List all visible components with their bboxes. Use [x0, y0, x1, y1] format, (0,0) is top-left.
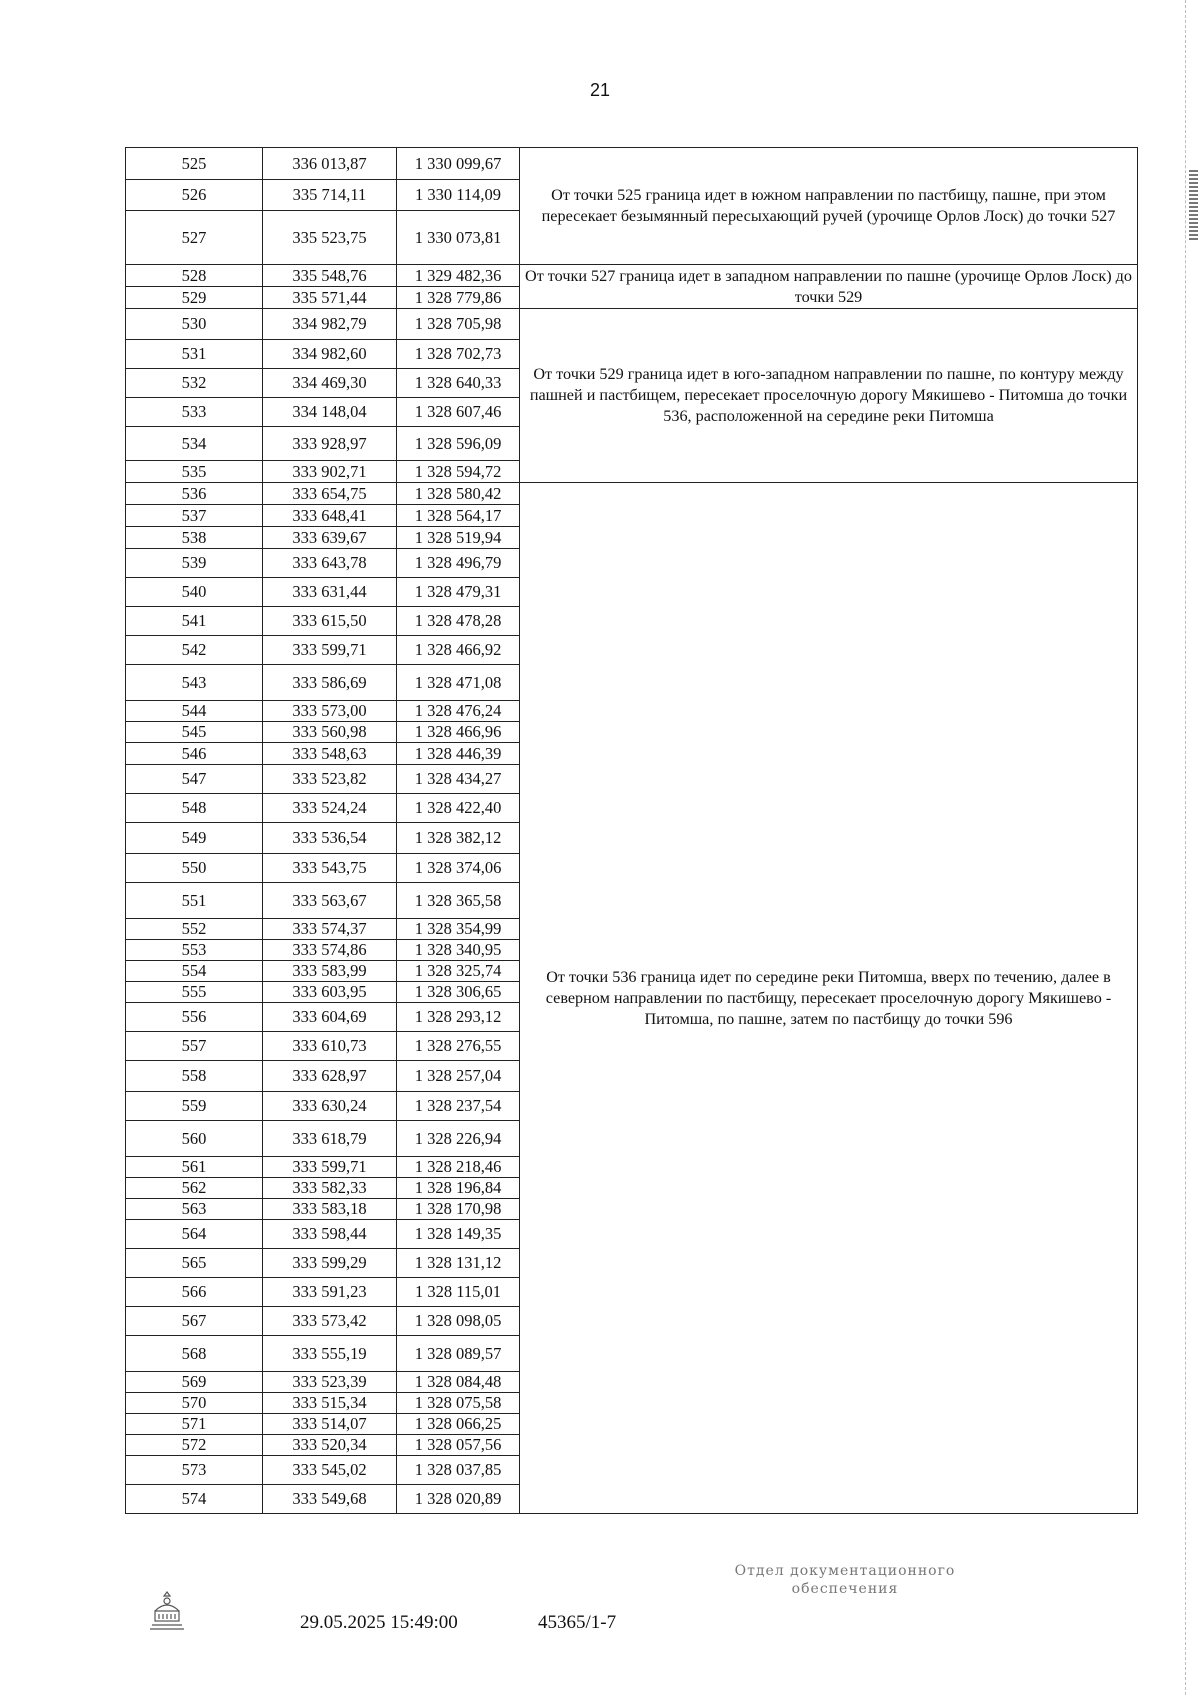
x-coordinate-cell: 334 469,30	[263, 369, 397, 398]
x-coordinate-cell: 333 514,07	[263, 1414, 397, 1435]
table-row	[126, 483, 1138, 505]
y-coordinate-cell: 1 328 478,28	[397, 607, 520, 636]
table-row	[126, 265, 1138, 287]
x-coordinate-cell: 333 599,29	[263, 1249, 397, 1278]
x-coordinate-cell: 333 515,34	[263, 1393, 397, 1414]
y-coordinate-cell: 1 328 496,79	[397, 549, 520, 578]
x-coordinate-cell: 333 654,75	[263, 483, 397, 505]
point-number-cell: 559	[126, 1092, 263, 1121]
point-number-cell: 532	[126, 369, 263, 398]
y-coordinate-cell: 1 328 037,85	[397, 1456, 520, 1485]
y-coordinate-cell: 1 328 257,04	[397, 1061, 520, 1092]
x-coordinate-cell: 333 615,50	[263, 607, 397, 636]
x-coordinate-cell: 333 639,67	[263, 527, 397, 549]
x-coordinate-cell: 333 618,79	[263, 1121, 397, 1157]
y-coordinate-cell: 1 328 705,98	[397, 309, 520, 340]
x-coordinate-cell: 333 603,95	[263, 982, 397, 1003]
point-number-cell: 563	[126, 1199, 263, 1220]
x-coordinate-cell: 333 583,99	[263, 961, 397, 982]
point-number-cell: 558	[126, 1061, 263, 1092]
point-number-cell: 545	[126, 722, 263, 743]
x-coordinate-cell: 333 599,71	[263, 1157, 397, 1178]
y-coordinate-cell: 1 328 237,54	[397, 1092, 520, 1121]
y-coordinate-cell: 1 328 066,25	[397, 1414, 520, 1435]
x-coordinate-cell: 333 599,71	[263, 636, 397, 665]
y-coordinate-cell: 1 328 466,92	[397, 636, 520, 665]
point-number-cell: 536	[126, 483, 263, 505]
x-coordinate-cell: 333 591,23	[263, 1278, 397, 1307]
x-coordinate-cell: 333 548,63	[263, 743, 397, 765]
boundary-description-cell: От точки 527 граница идет в западном направлении по пашне (урочище Орлов Лоск) до точки 529	[520, 265, 1138, 309]
point-number-cell: 555	[126, 982, 263, 1003]
point-number-cell: 557	[126, 1032, 263, 1061]
point-number-cell: 533	[126, 398, 263, 427]
y-coordinate-cell: 1 328 354,99	[397, 919, 520, 940]
point-number-cell: 526	[126, 180, 263, 211]
point-number-cell: 566	[126, 1278, 263, 1307]
point-number-cell: 553	[126, 940, 263, 961]
y-coordinate-cell: 1 328 170,98	[397, 1199, 520, 1220]
x-coordinate-cell: 333 543,75	[263, 854, 397, 883]
y-coordinate-cell: 1 328 149,35	[397, 1220, 520, 1249]
x-coordinate-cell: 333 574,86	[263, 940, 397, 961]
x-coordinate-cell: 333 902,71	[263, 461, 397, 483]
y-coordinate-cell: 1 328 218,46	[397, 1157, 520, 1178]
x-coordinate-cell: 333 631,44	[263, 578, 397, 607]
point-number-cell: 546	[126, 743, 263, 765]
y-coordinate-cell: 1 330 099,67	[397, 148, 520, 180]
x-coordinate-cell: 333 610,73	[263, 1032, 397, 1061]
point-number-cell: 572	[126, 1435, 263, 1456]
footer-doc-number: 45365/1-7	[538, 1612, 617, 1633]
point-number-cell: 528	[126, 265, 263, 287]
x-coordinate-cell: 333 573,42	[263, 1307, 397, 1336]
y-coordinate-cell: 1 328 382,12	[397, 823, 520, 854]
y-coordinate-cell: 1 328 594,72	[397, 461, 520, 483]
y-coordinate-cell: 1 328 226,94	[397, 1121, 520, 1157]
y-coordinate-cell: 1 329 482,36	[397, 265, 520, 287]
y-coordinate-cell: 1 330 073,81	[397, 211, 520, 265]
scan-margin-line	[1185, 0, 1200, 1695]
boundary-description-cell: От точки 529 граница идет в юго-западном направлении по пашне, по контуру между пашней и пастбищем, пересекает проселочную дорогу Мякишево - Питомша до точки 536, расположенной на середине реки Питомша	[520, 309, 1138, 483]
x-coordinate-cell: 335 571,44	[263, 287, 397, 309]
point-number-cell: 539	[126, 549, 263, 578]
point-number-cell: 570	[126, 1393, 263, 1414]
point-number-cell: 549	[126, 823, 263, 854]
x-coordinate-cell: 333 555,19	[263, 1336, 397, 1372]
page-number: 21	[589, 80, 611, 100]
x-coordinate-cell: 333 586,69	[263, 665, 397, 701]
x-coordinate-cell: 333 582,33	[263, 1178, 397, 1199]
point-number-cell: 547	[126, 765, 263, 794]
y-coordinate-cell: 1 328 471,08	[397, 665, 520, 701]
y-coordinate-cell: 1 328 374,06	[397, 854, 520, 883]
x-coordinate-cell: 333 560,98	[263, 722, 397, 743]
y-coordinate-cell: 1 328 466,96	[397, 722, 520, 743]
y-coordinate-cell: 1 328 580,42	[397, 483, 520, 505]
point-number-cell: 525	[126, 148, 263, 180]
x-coordinate-cell: 333 643,78	[263, 549, 397, 578]
y-coordinate-cell: 1 328 084,48	[397, 1372, 520, 1393]
y-coordinate-cell: 1 328 564,17	[397, 505, 520, 527]
point-number-cell: 531	[126, 340, 263, 369]
point-number-cell: 567	[126, 1307, 263, 1336]
y-coordinate-cell: 1 328 196,84	[397, 1178, 520, 1199]
point-number-cell: 550	[126, 854, 263, 883]
department-stamp	[690, 1562, 1000, 1598]
point-number-cell: 535	[126, 461, 263, 483]
x-coordinate-cell: 334 982,79	[263, 309, 397, 340]
point-number-cell: 538	[126, 527, 263, 549]
y-coordinate-cell: 1 328 365,58	[397, 883, 520, 919]
point-number-cell: 564	[126, 1220, 263, 1249]
scan-margin-stripe	[1189, 170, 1198, 240]
point-number-cell: 561	[126, 1157, 263, 1178]
x-coordinate-cell: 336 013,87	[263, 148, 397, 180]
x-coordinate-cell: 335 714,11	[263, 180, 397, 211]
y-coordinate-cell: 1 328 476,24	[397, 701, 520, 722]
point-number-cell: 560	[126, 1121, 263, 1157]
table-row	[126, 309, 1138, 340]
y-coordinate-cell: 1 328 479,31	[397, 578, 520, 607]
x-coordinate-cell: 333 563,67	[263, 883, 397, 919]
x-coordinate-cell: 333 524,24	[263, 794, 397, 823]
x-coordinate-cell: 334 982,60	[263, 340, 397, 369]
y-coordinate-cell: 1 328 131,12	[397, 1249, 520, 1278]
y-coordinate-cell: 1 328 446,39	[397, 743, 520, 765]
x-coordinate-cell: 335 523,75	[263, 211, 397, 265]
y-coordinate-cell: 1 328 779,86	[397, 287, 520, 309]
x-coordinate-cell: 333 549,68	[263, 1485, 397, 1514]
x-coordinate-cell: 335 548,76	[263, 265, 397, 287]
coordinates-table	[125, 147, 1138, 1514]
table-row	[126, 148, 1138, 180]
point-number-cell: 541	[126, 607, 263, 636]
y-coordinate-cell: 1 328 434,27	[397, 765, 520, 794]
stamp-line-1: Отдел документационного	[734, 1563, 956, 1579]
y-coordinate-cell: 1 328 519,94	[397, 527, 520, 549]
y-coordinate-cell: 1 328 115,01	[397, 1278, 520, 1307]
y-coordinate-cell: 1 328 306,65	[397, 982, 520, 1003]
x-coordinate-cell: 333 520,34	[263, 1435, 397, 1456]
point-number-cell: 548	[126, 794, 263, 823]
y-coordinate-cell: 1 328 089,57	[397, 1336, 520, 1372]
x-coordinate-cell: 333 583,18	[263, 1199, 397, 1220]
y-coordinate-cell: 1 328 293,12	[397, 1003, 520, 1032]
x-coordinate-cell: 333 630,24	[263, 1092, 397, 1121]
y-coordinate-cell: 1 328 020,89	[397, 1485, 520, 1514]
footer-date: 29.05.2025 15:49:00	[300, 1612, 458, 1633]
y-coordinate-cell: 1 328 702,73	[397, 340, 520, 369]
stamp-line-2: обеспечения	[791, 1581, 899, 1597]
point-number-cell: 568	[126, 1336, 263, 1372]
point-number-cell: 565	[126, 1249, 263, 1278]
point-number-cell: 552	[126, 919, 263, 940]
point-number-cell: 562	[126, 1178, 263, 1199]
point-number-cell: 554	[126, 961, 263, 982]
x-coordinate-cell: 333 573,00	[263, 701, 397, 722]
point-number-cell: 544	[126, 701, 263, 722]
x-coordinate-cell: 334 148,04	[263, 398, 397, 427]
point-number-cell: 540	[126, 578, 263, 607]
emblem-icon	[147, 1589, 187, 1633]
boundary-description-cell: От точки 525 граница идет в южном направлении по пастбищу, пашне, при этом пересекает безымянный пересыхающий ручей (урочище Орлов Лоск) до точки 527	[520, 148, 1138, 265]
y-coordinate-cell: 1 328 640,33	[397, 369, 520, 398]
point-number-cell: 569	[126, 1372, 263, 1393]
point-number-cell: 571	[126, 1414, 263, 1435]
y-coordinate-cell: 1 328 075,58	[397, 1393, 520, 1414]
x-coordinate-cell: 333 628,97	[263, 1061, 397, 1092]
y-coordinate-cell: 1 328 098,05	[397, 1307, 520, 1336]
x-coordinate-cell: 333 648,41	[263, 505, 397, 527]
point-number-cell: 556	[126, 1003, 263, 1032]
y-coordinate-cell: 1 328 422,40	[397, 794, 520, 823]
y-coordinate-cell: 1 328 607,46	[397, 398, 520, 427]
x-coordinate-cell: 333 598,44	[263, 1220, 397, 1249]
x-coordinate-cell: 333 545,02	[263, 1456, 397, 1485]
y-coordinate-cell: 1 328 340,95	[397, 940, 520, 961]
x-coordinate-cell: 333 523,82	[263, 765, 397, 794]
point-number-cell: 542	[126, 636, 263, 665]
x-coordinate-cell: 333 523,39	[263, 1372, 397, 1393]
point-number-cell: 543	[126, 665, 263, 701]
x-coordinate-cell: 333 574,37	[263, 919, 397, 940]
point-number-cell: 573	[126, 1456, 263, 1485]
point-number-cell: 534	[126, 427, 263, 461]
y-coordinate-cell: 1 328 276,55	[397, 1032, 520, 1061]
x-coordinate-cell: 333 604,69	[263, 1003, 397, 1032]
boundary-description-cell: От точки 536 граница идет по середине реки Питомша, вверх по течению, далее в северном направлении по пастбищу, пересекает проселочную дорогу Мякишево - Питомша, по пашне, затем по пастбищу до точки 596	[520, 483, 1138, 1514]
point-number-cell: 529	[126, 287, 263, 309]
y-coordinate-cell: 1 328 596,09	[397, 427, 520, 461]
y-coordinate-cell: 1 328 325,74	[397, 961, 520, 982]
x-coordinate-cell: 333 928,97	[263, 427, 397, 461]
point-number-cell: 527	[126, 211, 263, 265]
y-coordinate-cell: 1 330 114,09	[397, 180, 520, 211]
point-number-cell: 574	[126, 1485, 263, 1514]
y-coordinate-cell: 1 328 057,56	[397, 1435, 520, 1456]
point-number-cell: 551	[126, 883, 263, 919]
point-number-cell: 537	[126, 505, 263, 527]
point-number-cell: 530	[126, 309, 263, 340]
x-coordinate-cell: 333 536,54	[263, 823, 397, 854]
